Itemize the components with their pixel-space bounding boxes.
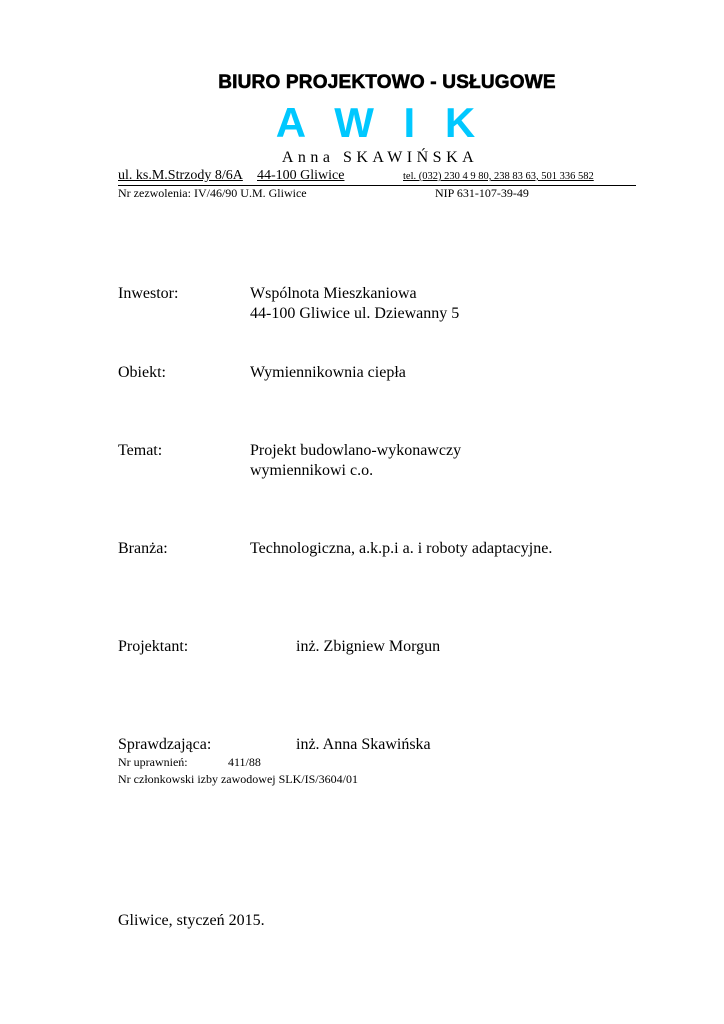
phone-numbers: tel. (032) 230 4 9 80, 238 83 63, 501 336 582 [403, 171, 594, 182]
topic-line-1: Projekt budowlano-wykonawczy [250, 442, 462, 459]
nip-number: NIP 631-107-39-49 [435, 186, 529, 200]
designer-value: inż. Zbigniew Morgun [296, 638, 441, 655]
branch-value: Technologiczna, a.k.p.i a. i roboty adaptacyjne. [250, 540, 553, 557]
brand-logo-text: A W I K [275, 99, 485, 146]
permit-number: Nr zezwolenia: IV/46/90 U.M. Gliwice [118, 186, 307, 200]
topic-line-2: wymiennikowi c.o. [250, 462, 374, 479]
checker-label: Sprawdzająca: [118, 736, 212, 753]
street-address: ul. ks.M.Strzody 8/6A [118, 168, 243, 183]
license-value: 411/88 [228, 755, 261, 769]
topic-label: Temat: [118, 442, 163, 459]
object-value: Wymiennikownia ciepła [250, 364, 406, 381]
investor-address: 44-100 Gliwice ul. Dziewanny 5 [250, 305, 460, 322]
membership-number: Nr członkowski izby zawodowej SLK/IS/3604/01 [118, 772, 358, 786]
designer-label: Projektant: [118, 638, 189, 655]
owner-name: Anna SKAWIŃSKA [281, 149, 479, 166]
license-label: Nr uprawnień: [118, 755, 188, 769]
place-date: Gliwice, styczeń 2015. [118, 912, 265, 929]
company-name: BIURO PROJEKTOWO - USŁUGOWE [218, 72, 556, 93]
object-label: Obiekt: [118, 364, 166, 381]
checker-value: inż. Anna Skawińska [296, 736, 431, 753]
investor-name: Wspólnota Mieszkaniowa [250, 285, 417, 302]
investor-label: Inwestor: [118, 285, 179, 302]
city-address: 44-100 Gliwice [257, 168, 345, 183]
branch-label: Branża: [118, 540, 168, 557]
